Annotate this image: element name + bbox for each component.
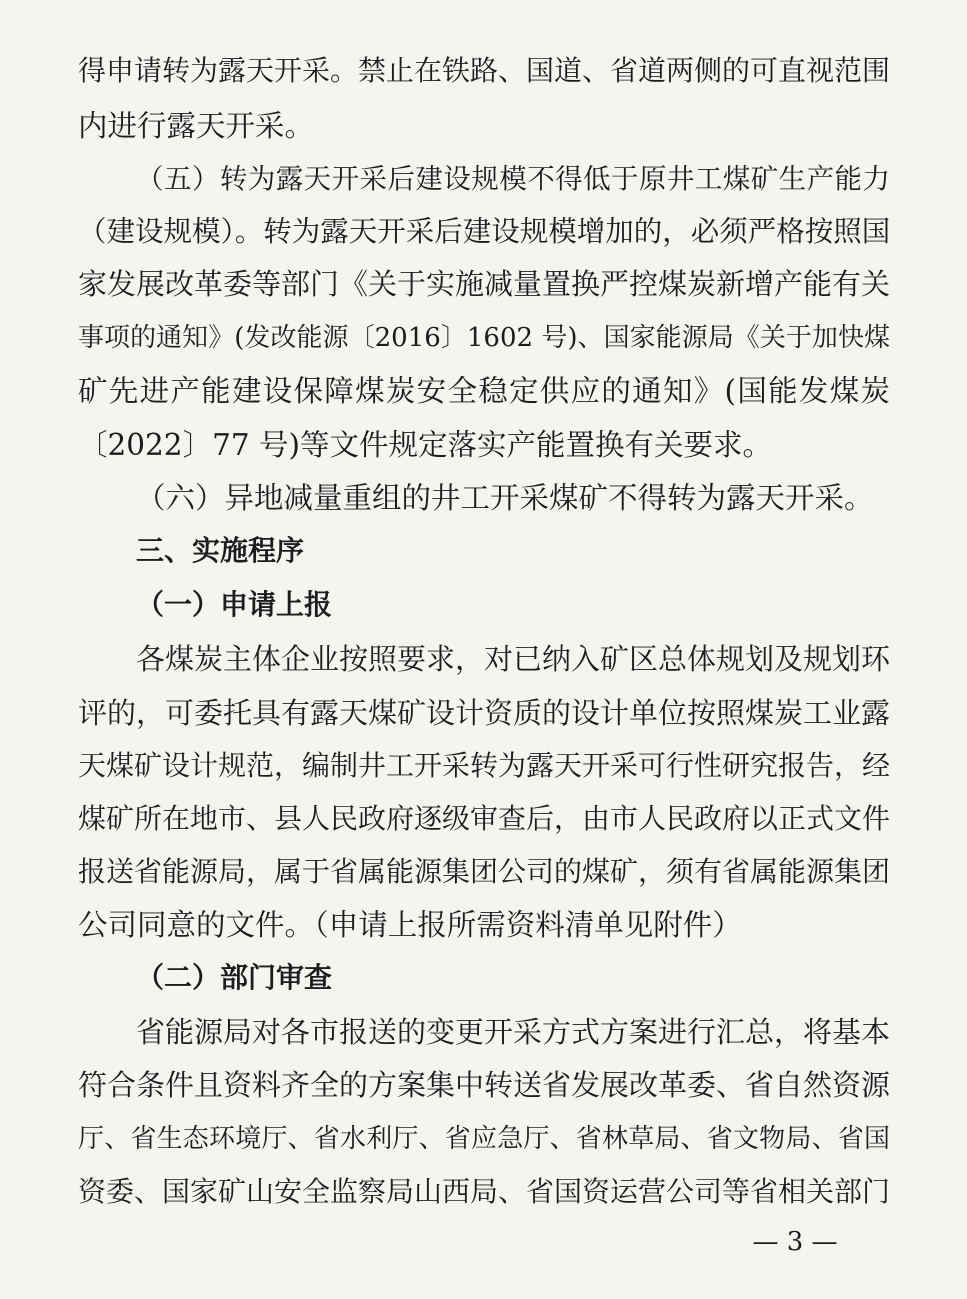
subsection-heading: （一）申请上报 <box>136 588 333 621</box>
subsection-heading: （二）部门审查 <box>136 961 333 994</box>
text-line: （建设规模）。转为露天开采后建设规模增加的，必须严格按照国 <box>78 215 890 248</box>
text-line: （五）转为露天开采后建设规模不得低于原井工煤矿生产能力 <box>136 163 890 195</box>
text-line: 符合条件且资料齐全的方案集中转送省发展改革委、省自然资源 <box>78 1068 890 1102</box>
text-line: 〔2022〕77 号)等文件规定落实产能置换有关要求。 <box>78 428 772 462</box>
text-line: 省能源局对各市报送的变更开采方式方案进行汇总，将基本 <box>136 1015 890 1049</box>
text-line: 得申请转为露天开采。禁止在铁路、国道、省道两侧的可直视范围 <box>78 54 890 87</box>
text-line: 事项的通知》(发改能源〔2016〕1602 号)、国家能源局《关于加快煤 <box>78 323 890 353</box>
text-line: 公司同意的文件。（申请上报所需资料清单见附件） <box>78 908 742 942</box>
text-line: 煤矿所在地市、县人民政府逐级审查后，由市人民政府以正式文件 <box>78 802 890 835</box>
text-line: 家发展改革委等部门《关于实施减量置换严控煤炭新增产能有关 <box>78 267 890 301</box>
text-line: 内进行露天开采。 <box>78 109 315 143</box>
text-line: 报送省能源局，属于省属能源集团公司的煤矿，须有省属能源集团 <box>78 855 890 888</box>
text-line: （六）异地减量重组的井工开采煤矿不得转为露天开采。 <box>136 481 874 515</box>
text-line: 评的，可委托具有露天煤矿设计资质的设计单位按照煤炭工业露 <box>78 696 890 730</box>
section-heading: 三、实施程序 <box>136 534 305 567</box>
page-number: — 3 — <box>752 1227 838 1257</box>
text-line: 厅、省生态环境厅、省水利厅、省应急厅、省林草局、省文物局、省国 <box>78 1124 890 1154</box>
text-line: 天煤矿设计规范，编制井工开采转为露天开采可行性研究报告，经 <box>78 749 890 782</box>
text-line: 矿先进产能建设保障煤炭安全稳定供应的通知》(国能发煤炭 <box>78 374 890 408</box>
text-line: 各煤炭主体企业按照要求，对已纳入矿区总体规划及规划环 <box>136 642 890 676</box>
text-line: 资委、国家矿山安全监察局山西局、省国资运营公司等省相关部门 <box>78 1175 890 1208</box>
